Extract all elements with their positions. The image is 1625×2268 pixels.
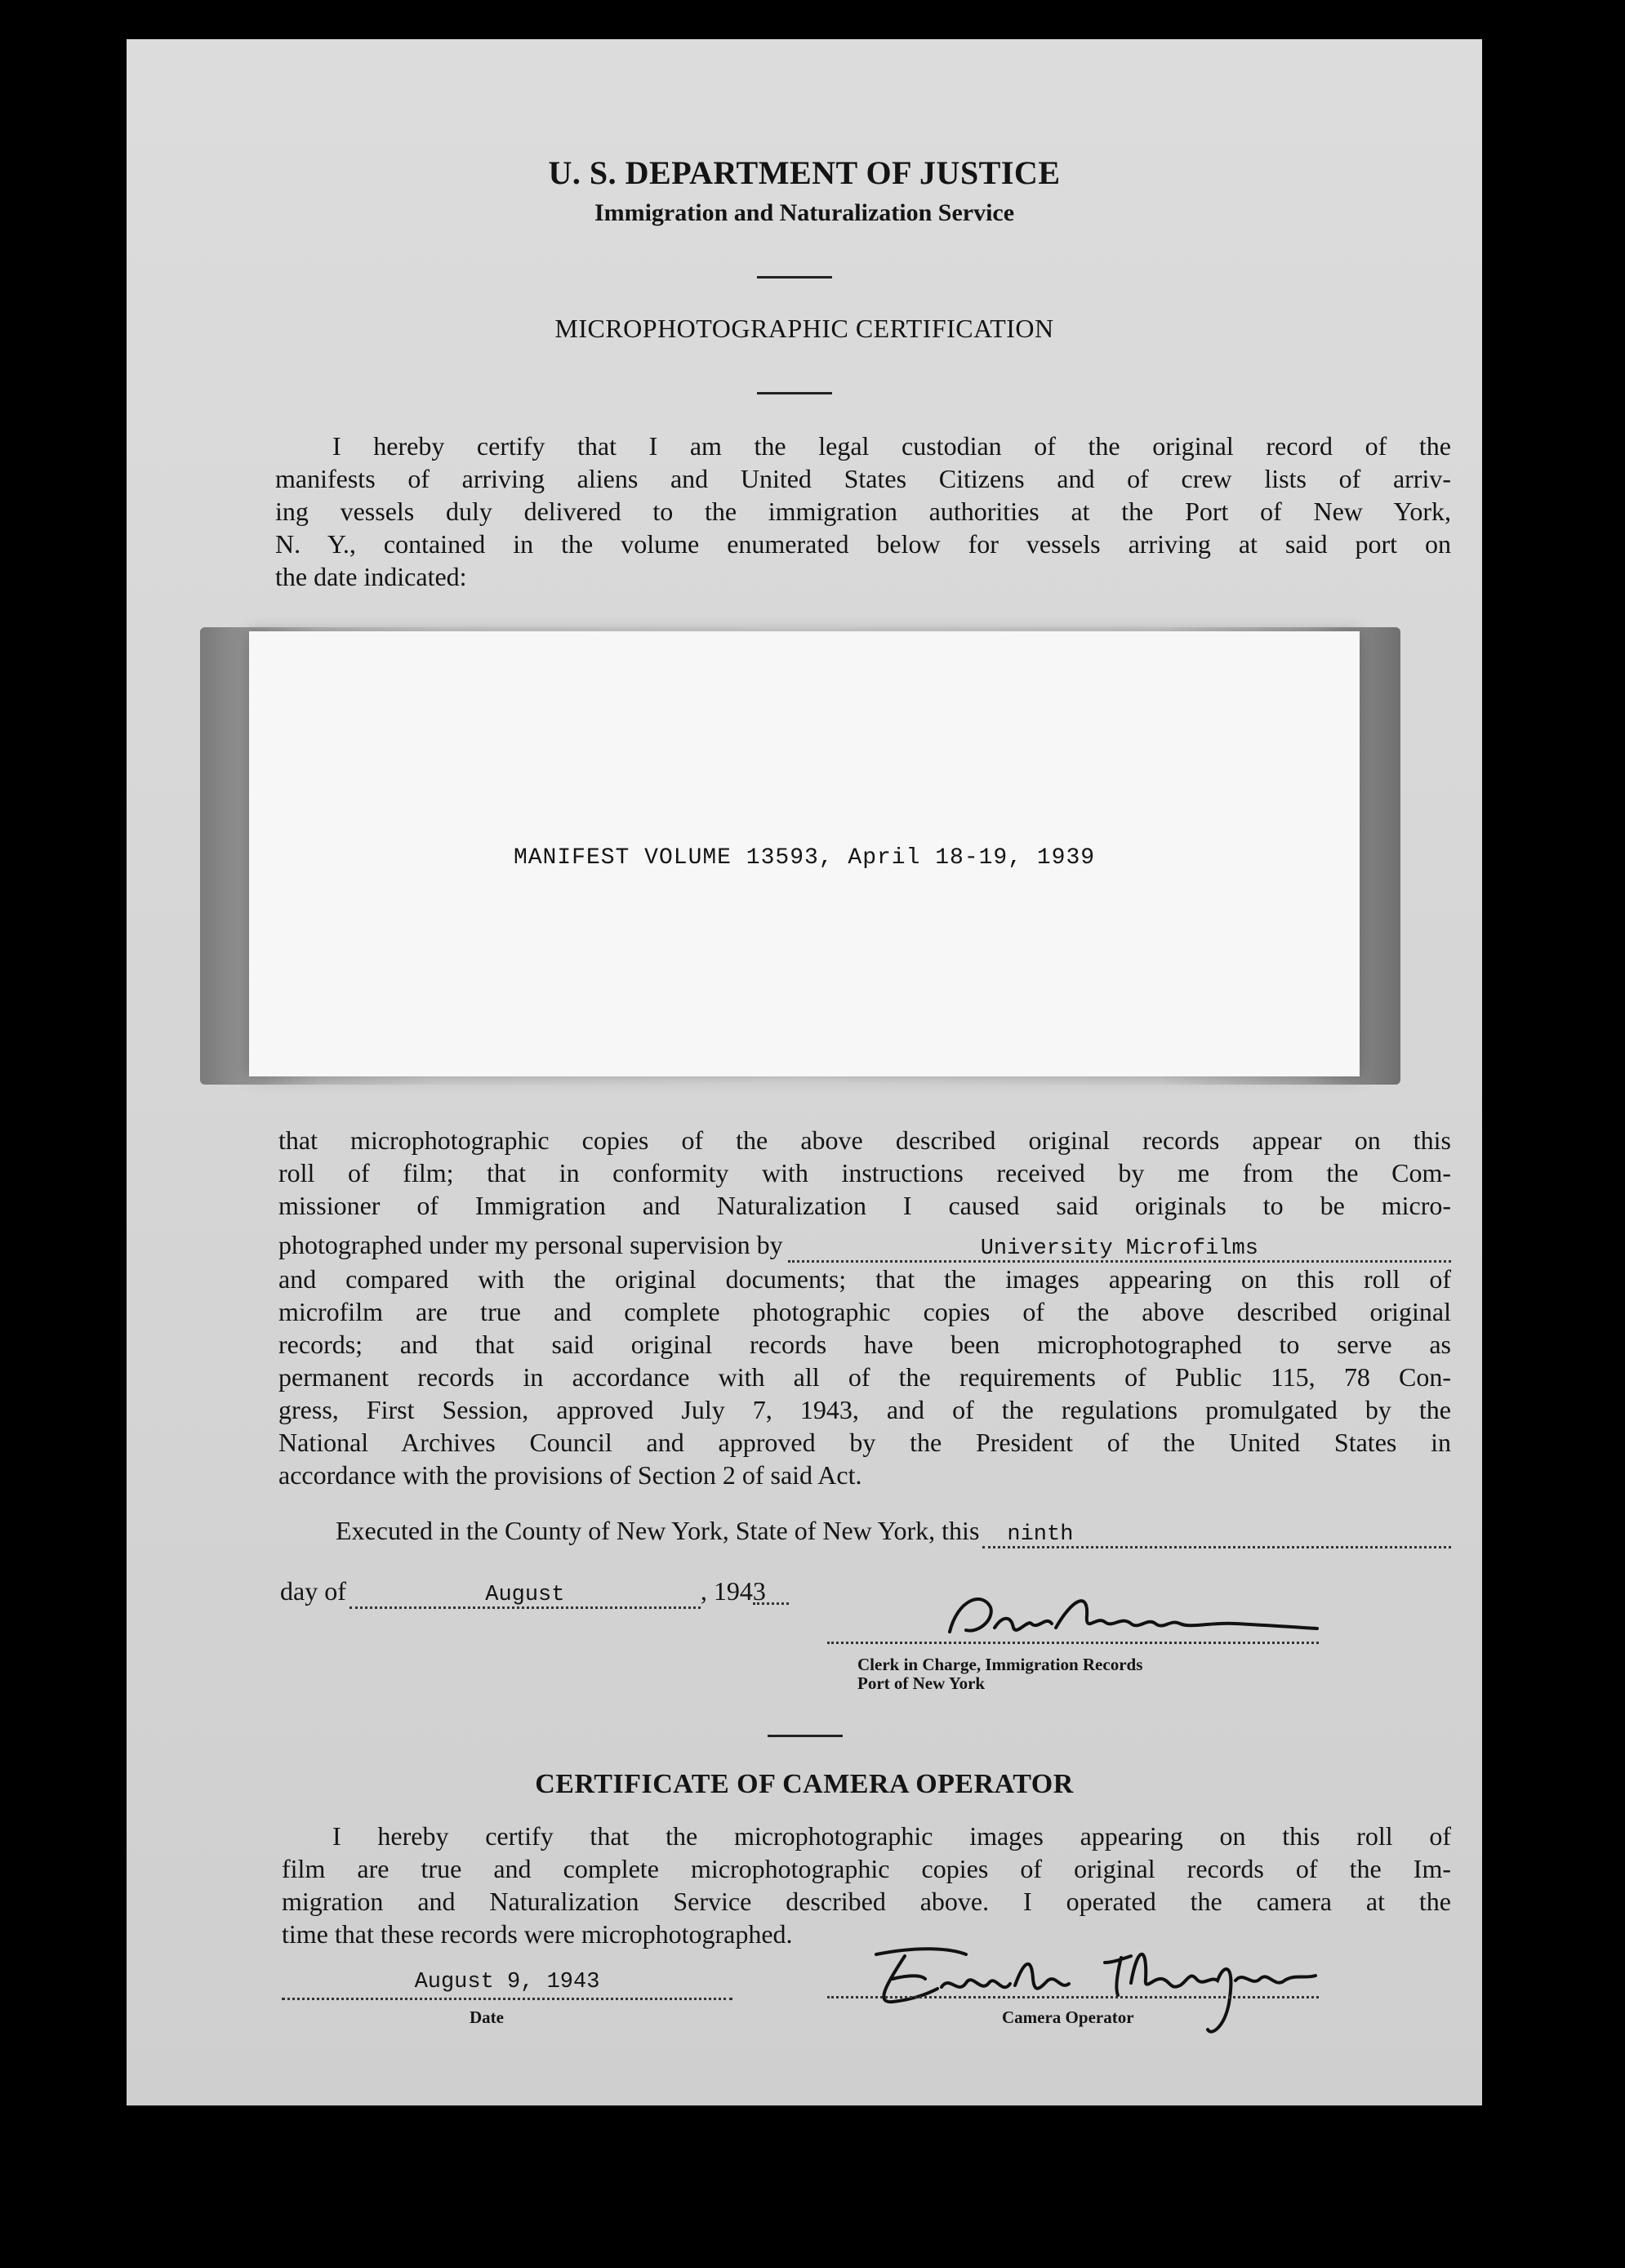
- camera-line: migration and Naturalization Service described above. I operated the camera at the: [282, 1887, 1451, 1916]
- camera-operator-signature: [827, 1938, 1333, 2044]
- supervision-value: University Microfilms: [980, 1236, 1258, 1261]
- body-line: missioner of Immigration and Naturalization I caused said originals to be micro-: [278, 1191, 1451, 1220]
- intro-paragraph: [275, 430, 1451, 593]
- camera-line: time that these records were microphotographed.: [282, 1919, 793, 1949]
- clerk-signature: [827, 1583, 1325, 1656]
- day-of-line: day of August , 194 3: [280, 1575, 982, 1609]
- camera-certificate-title: CERTIFICATE OF CAMERA OPERATOR: [535, 1769, 1074, 1799]
- header-divider: [757, 276, 832, 278]
- body-line: and compared with the original documents; that the images appearing on this roll of: [278, 1264, 1451, 1294]
- agency-title: U. S. DEPARTMENT OF JUSTICE: [548, 154, 1061, 191]
- manifest-volume-text: MANIFEST VOLUME 13593, April 18-19, 1939: [513, 845, 1096, 871]
- camera-line: I hereby certify that the microphotographic images appearing on this roll of: [332, 1821, 1451, 1851]
- service-subtitle: Immigration and Naturalization Service: [594, 199, 1015, 226]
- certification-title: MICROPHOTOGRAPHIC CERTIFICATION: [554, 314, 1054, 343]
- clerk-port: Port of New York: [857, 1673, 986, 1693]
- year-field: [752, 1576, 789, 1606]
- volume-card: [249, 631, 1360, 1076]
- executed-text: Executed in the County of New York, State of New York, this: [336, 1516, 980, 1545]
- clerk-title: Clerk in Charge, Immigration Records: [857, 1655, 1143, 1674]
- year-prefix: 194: [713, 1576, 753, 1606]
- month-field: [349, 1580, 701, 1609]
- day-value: ninth: [1007, 1522, 1074, 1547]
- body-paragraph: [278, 1124, 1451, 1491]
- camera-date-label: Date: [470, 2007, 504, 2027]
- supervision-line: [278, 1228, 1451, 1263]
- camera-operator-label: Camera Operator: [1002, 2007, 1134, 2027]
- executed-line: [336, 1514, 1451, 1548]
- camera-date-value: August 9, 1943: [414, 1970, 600, 1994]
- body-line: microfilm are true and complete photographic copies of the above described original: [278, 1297, 1451, 1326]
- certificate-sheet: [127, 39, 1482, 2105]
- camera-line: film are true and complete microphotographic copies of original records of the Im-: [282, 1854, 1451, 1883]
- body-line: records; and that said original records have been microphotographed to serve as: [278, 1330, 1451, 1359]
- body-line: gress, First Session, approved July 7, 1943, and of the regulations promulgated by the: [278, 1395, 1451, 1424]
- day-of-label: day of: [280, 1576, 346, 1606]
- year-digit: 3: [752, 1576, 766, 1606]
- body-line: that microphotographic copies of the above described original records appear on this: [278, 1125, 1451, 1155]
- body-line: permanent records in accordance with all of the requirements of Public 115, 78 Con-: [278, 1362, 1451, 1392]
- day-field: [982, 1519, 1451, 1548]
- intro-line: ing vessels duly delivered to the immigration authorities at the Port of New York,: [275, 497, 1451, 526]
- title-divider: [757, 392, 832, 394]
- clerk-signature-line: [827, 1642, 1319, 1644]
- intro-line: N. Y., contained in the volume enumerated below for vessels arriving at said port on: [275, 529, 1451, 559]
- body-line: roll of film; that in conformity with instructions received by me from the Com-: [278, 1158, 1451, 1187]
- intro-line: manifests of arriving aliens and United States Citizens and of crew lists of arriv-: [275, 464, 1451, 493]
- body-line: National Archives Council and approved by the President of the United States in: [278, 1428, 1451, 1457]
- supervision-field: [788, 1233, 1451, 1263]
- intro-line: the date indicated:: [275, 562, 467, 591]
- camera-paragraph: [282, 1820, 1451, 1950]
- camera-operator-signature-line: [827, 1996, 1319, 1998]
- section-divider: [768, 1735, 843, 1737]
- supervision-label: photographed under my personal supervision by: [278, 1230, 783, 1259]
- camera-date-field: [282, 1968, 732, 2000]
- month-value: August: [485, 1583, 565, 1607]
- intro-line: I hereby certify that I am the legal custodian of the original record of the: [332, 431, 1451, 461]
- body-line: accordance with the provisions of Section 2 of said Act.: [278, 1460, 862, 1490]
